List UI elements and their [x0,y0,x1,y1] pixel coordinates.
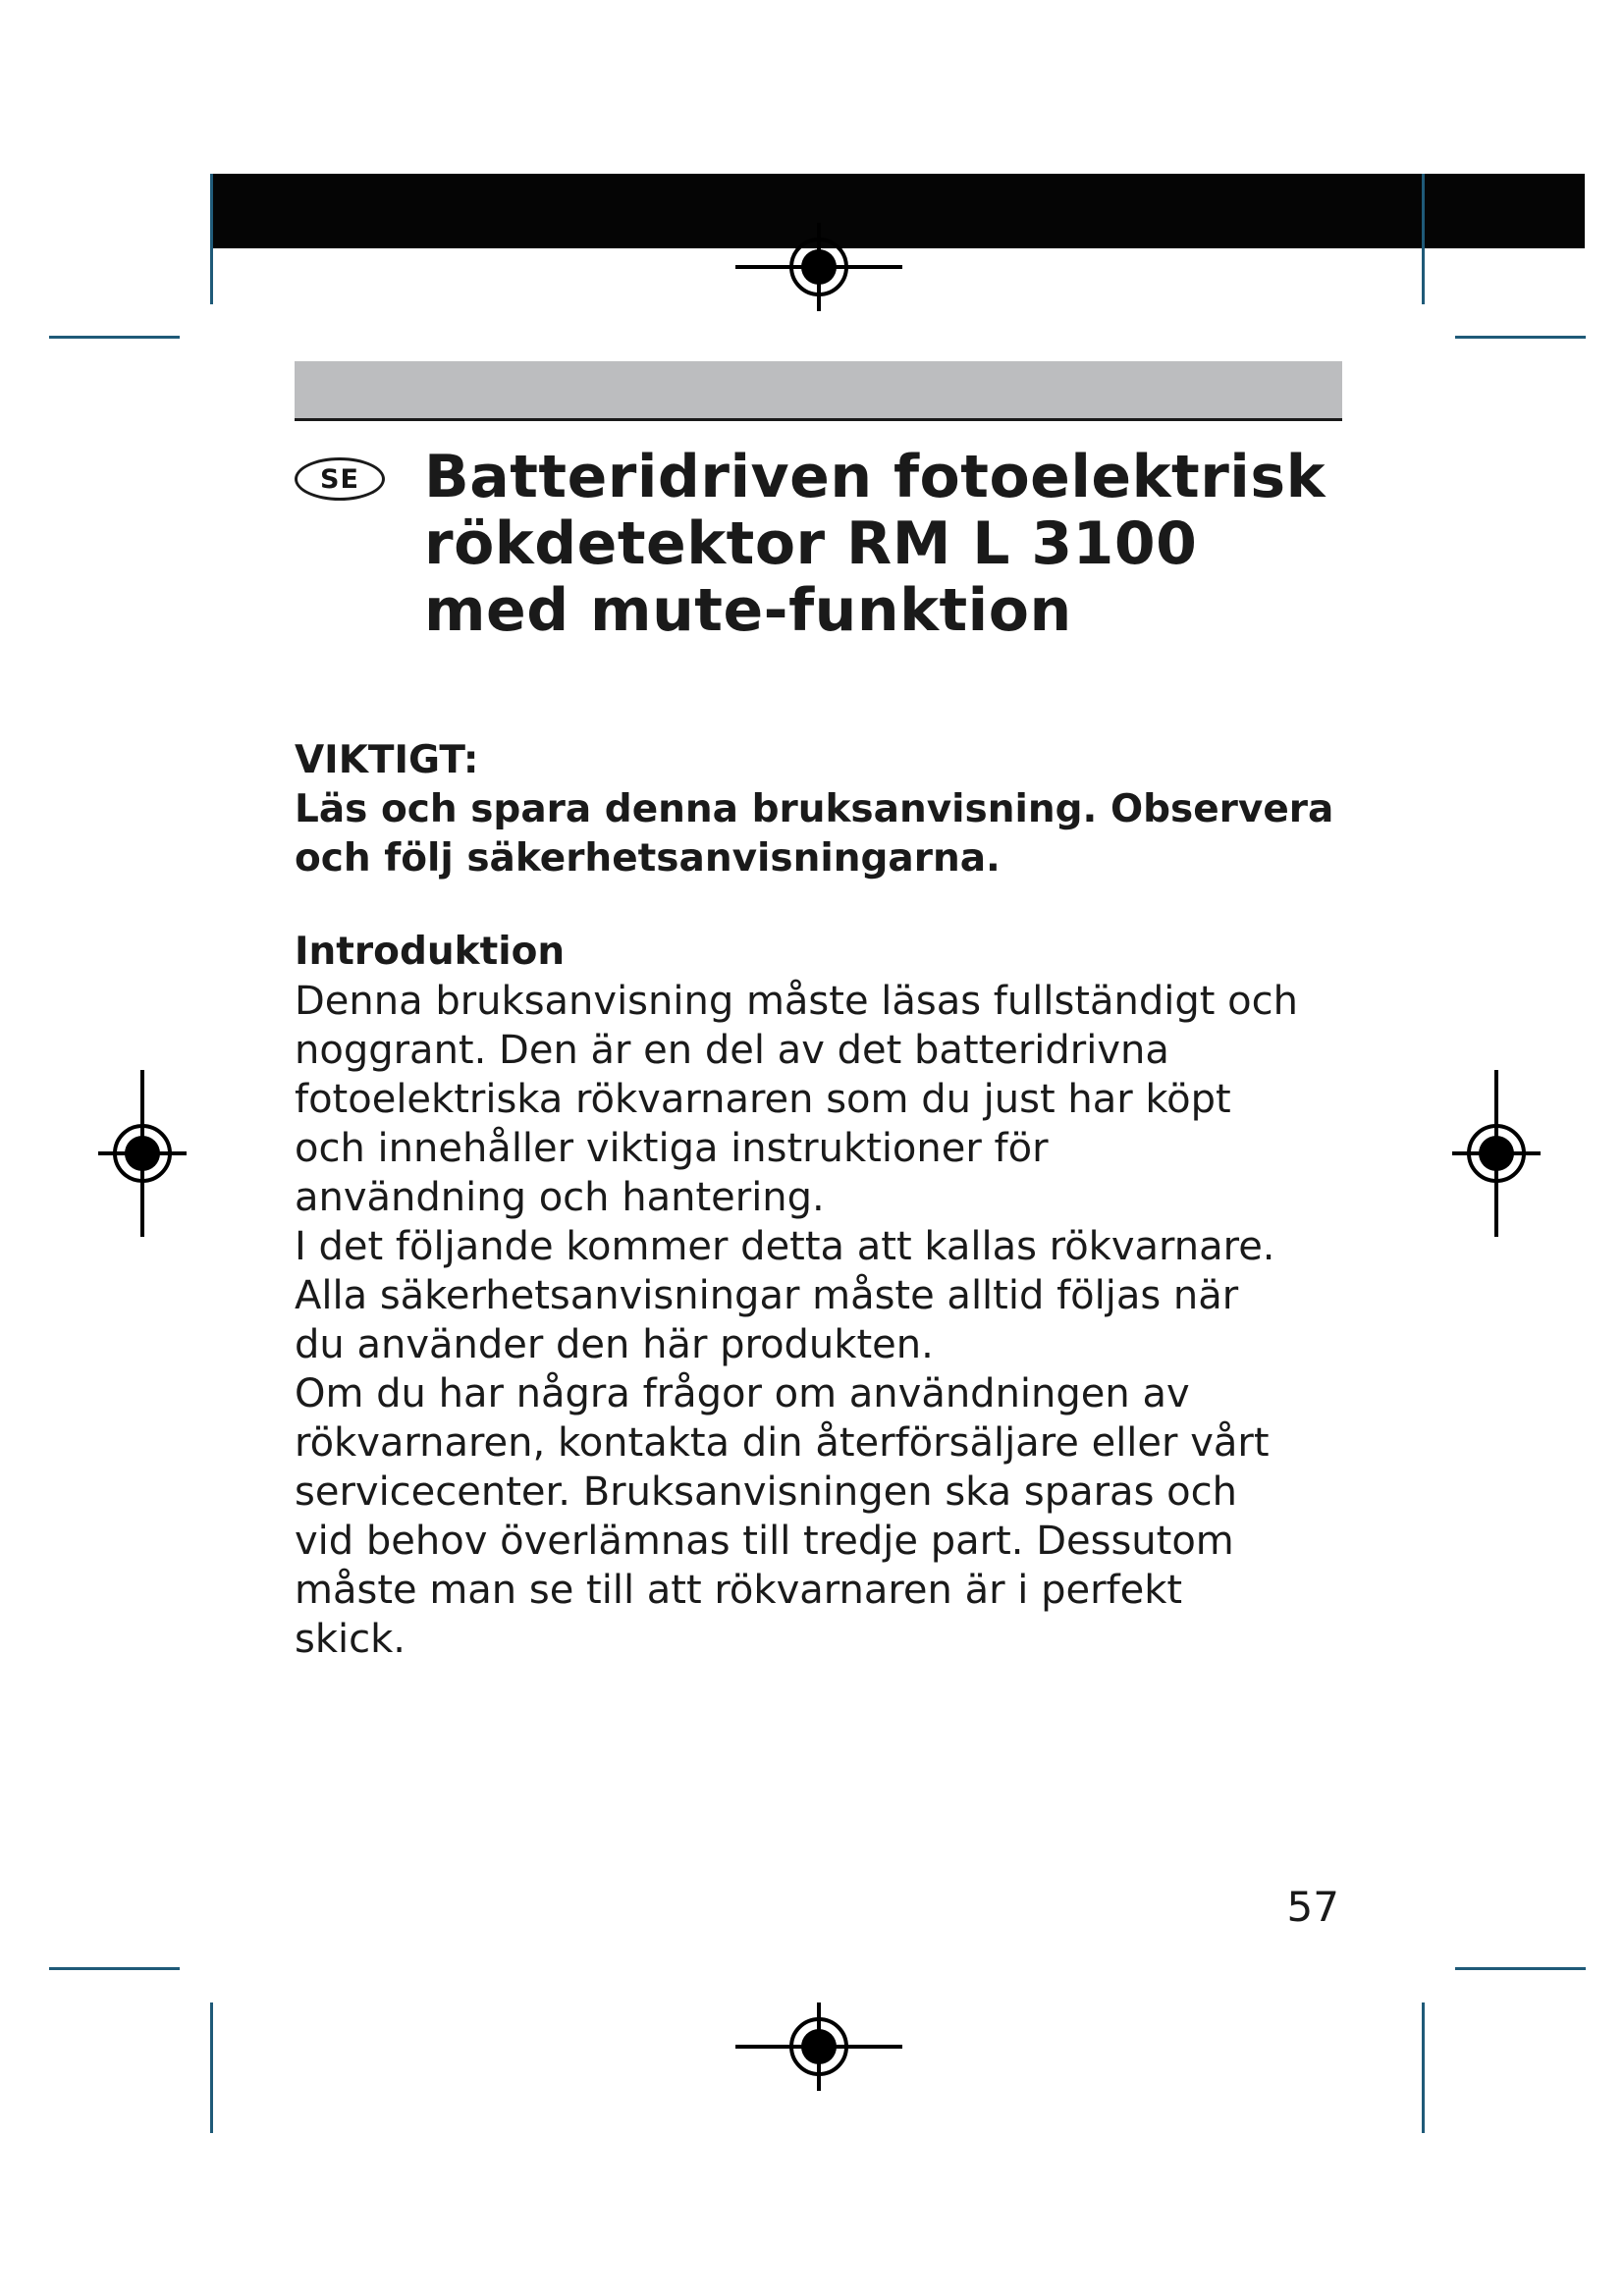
introduction-line: vid behov överlämnas till tredje part. Dessutom [295,1519,1234,1564]
registration-mark-icon [59,1070,226,1237]
title-line: rökdetektor RM L 3100 [424,509,1198,578]
introduction-line: Denna bruksanvisning måste läsas fullständigt och [295,979,1298,1024]
introduction-line: rökvarnaren, kontakta din återförsäljare eller vårt [295,1420,1270,1466]
introduction-line: fotoelektriska rökvarnaren som du just har köpt [295,1077,1231,1122]
page-number: 57 [1286,1883,1339,1931]
introduction-line: användning och hantering. [295,1175,825,1220]
title-line: med mute-funktion [424,576,1072,645]
introduction-line: servicecenter. Bruksanvisningen ska sparas och [295,1469,1237,1515]
title-line: Batteridriven fotoelektrisk [424,443,1326,511]
introduction-line: och innehåller viktiga instruktioner för [295,1126,1049,1171]
page-title [424,444,1357,644]
important-text-line: och följ säkerhetsanvisningarna. [295,836,1001,881]
introduction-line: Om du har några frågor om användningen av [295,1371,1190,1416]
important-label: VIKTIGT: [295,738,479,782]
important-text-line: Läs och spara denna bruksanvisning. Observera [295,787,1334,831]
trim-mark-top-left-vertical [210,174,213,304]
trim-mark-top-right-vertical [1422,174,1425,304]
important-notice [295,736,1355,883]
trim-mark-bottom-left-vertical [210,2002,213,2133]
section-header-band [295,361,1342,421]
introduction-line: I det följande kommer detta att kallas rökvarnare. [295,1224,1275,1269]
introduction-heading: Introduktion [295,930,566,974]
introduction-line: måste man se till att rökvarnaren är i perfekt [295,1568,1183,1613]
trim-mark-bottom-left-horizontal [49,1967,180,1970]
introduction-line: skick. [295,1617,406,1662]
trim-mark-top-left-horizontal [49,336,180,339]
introduction-line: du använder den här produkten. [295,1322,934,1367]
registration-mark-icon [735,184,902,350]
introduction-line: noggrant. Den är en del av det batteridrivna [295,1028,1169,1073]
registration-mark-icon [1413,1070,1580,1237]
trim-mark-bottom-right-horizontal [1455,1967,1586,1970]
trim-mark-bottom-right-vertical [1422,2002,1425,2133]
introduction-section [295,928,1355,1664]
trim-mark-top-right-horizontal [1455,336,1586,339]
introduction-line: Alla säkerhetsanvisningar måste alltid följas när [295,1273,1239,1318]
registration-mark-icon [735,1963,902,2130]
language-badge: SE [295,457,385,501]
